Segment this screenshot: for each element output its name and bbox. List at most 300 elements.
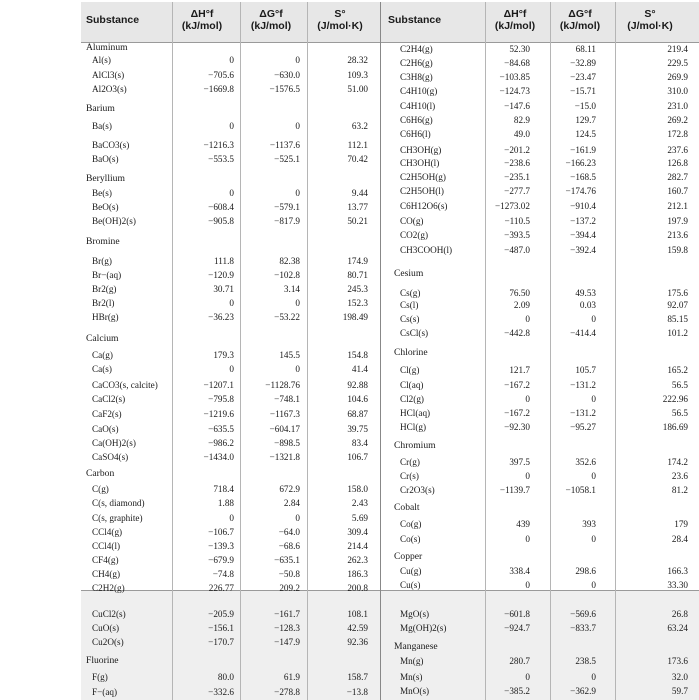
enthalpy-value: 0: [229, 188, 234, 198]
enthalpy-value: −167.2: [504, 408, 530, 418]
substance-name: Ba(s): [92, 121, 112, 131]
enthalpy-value: 397.5: [509, 457, 530, 467]
substance-name: Cu(g): [400, 566, 422, 576]
substance-name: CH3OH(l): [400, 158, 440, 168]
substance-name: F(g): [92, 672, 108, 682]
enthalpy-value: 0: [229, 364, 234, 374]
enthalpy-value: 30.71: [213, 284, 234, 294]
gibbs-value: 0: [295, 298, 300, 308]
substance-name: Co(s): [400, 534, 421, 544]
header-enthalpy-symbol: ΔH°f: [190, 8, 214, 20]
entropy-value: 92.88: [347, 380, 368, 390]
enthalpy-value: 0: [525, 580, 530, 590]
header-substance-left: [86, 0, 156, 40]
gibbs-value: 0: [295, 188, 300, 198]
enthalpy-value: 0: [229, 121, 234, 131]
enthalpy-value: −74.8: [212, 569, 234, 579]
substance-name: CO2(g): [400, 230, 429, 240]
entropy-value: 186.69: [662, 422, 688, 432]
enthalpy-value: −553.5: [208, 154, 234, 164]
gibbs-value: −32.89: [570, 58, 596, 68]
entropy-value: 92.07: [667, 300, 688, 310]
gibbs-value: 238.5: [575, 656, 596, 666]
substance-name: Cu(s): [400, 580, 421, 590]
entropy-value: 245.3: [347, 284, 368, 294]
gibbs-value: −910.4: [570, 201, 596, 211]
enthalpy-value: −170.7: [208, 637, 234, 647]
entropy-value: 269.9: [667, 72, 688, 82]
enthalpy-value: −1273.02: [494, 201, 530, 211]
entropy-value: 222.96: [662, 394, 688, 404]
enthalpy-value: 0: [229, 298, 234, 308]
gibbs-value: −161.7: [274, 609, 300, 619]
gibbs-value: −392.4: [570, 245, 596, 255]
gibbs-value: −604.17: [269, 424, 300, 434]
gibbs-value: −53.22: [274, 312, 300, 322]
entropy-value: 173.6: [667, 656, 688, 666]
gibbs-value: −748.1: [274, 394, 300, 404]
enthalpy-value: −167.2: [504, 380, 530, 390]
gibbs-value: 0: [295, 364, 300, 374]
gibbs-value: 68.11: [575, 44, 596, 54]
header-enthalpy-symbol-right: ΔH°f: [503, 8, 527, 20]
gibbs-value: 0: [591, 314, 596, 324]
substance-name: CaCl2(s): [92, 394, 126, 404]
gibbs-value: −131.2: [570, 380, 596, 390]
enthalpy-value: 121.7: [509, 365, 530, 375]
enthalpy-value: 49.0: [513, 129, 530, 139]
entropy-value: 63.2: [351, 121, 368, 131]
header-entropy-symbol-right: S°: [644, 8, 656, 20]
substance-name: CaSO4(s): [92, 452, 129, 462]
enthalpy-value: −332.6: [208, 687, 234, 697]
header-rule: [81, 42, 699, 43]
entropy-value: 2.43: [351, 498, 368, 508]
substance-name: Mn(s): [400, 672, 423, 682]
entropy-value: 237.6: [667, 145, 688, 155]
substance-name: Cr(g): [400, 457, 420, 467]
substance-name: Mg(OH)2(s): [400, 623, 447, 633]
enthalpy-value: −1669.8: [203, 84, 234, 94]
enthalpy-value: 111.8: [214, 256, 234, 266]
enthalpy-value: −679.9: [208, 555, 234, 565]
substance-name: Br2(l): [92, 298, 115, 308]
enthalpy-value: 0: [525, 394, 530, 404]
entropy-value: 160.7: [667, 186, 688, 196]
gibbs-value: 352.6: [575, 457, 596, 467]
entropy-value: 9.44: [351, 188, 368, 198]
entropy-value: 56.5: [671, 408, 688, 418]
entropy-value: 5.69: [351, 513, 368, 523]
substance-name: CCl4(g): [92, 527, 123, 537]
substance-name: CH4(g): [92, 569, 121, 579]
element-group-heading: Fluorine: [86, 655, 119, 666]
gibbs-value: −1128.76: [265, 380, 300, 390]
enthalpy-value: −106.7: [208, 527, 234, 537]
entropy-value: 197.9: [667, 216, 688, 226]
enthalpy-value: 439: [516, 519, 530, 529]
enthalpy-value: 280.7: [509, 656, 530, 666]
header-entropy-unit: (J/mol·K): [317, 20, 363, 32]
enthalpy-value: −235.1: [504, 172, 530, 182]
entropy-value: 32.0: [671, 672, 688, 682]
substance-name: Mn(g): [400, 656, 424, 666]
substance-name: CuCl2(s): [92, 609, 126, 619]
substance-name: Cu2O(s): [92, 637, 124, 647]
substance-name: Cl2(g): [400, 394, 424, 404]
entropy-value: 83.4: [351, 438, 368, 448]
gibbs-value: −95.27: [570, 422, 596, 432]
gibbs-value: −1321.8: [269, 452, 300, 462]
enthalpy-value: 76.50: [509, 288, 530, 298]
substance-name: Ca(OH)2(s): [92, 438, 136, 448]
substance-name: CH3OH(g): [400, 145, 442, 155]
substance-name: CaF2(s): [92, 409, 122, 419]
entropy-value: 109.3: [347, 70, 368, 80]
entropy-value: 59.7: [671, 686, 688, 696]
entropy-value: 28.32: [347, 55, 368, 65]
substance-name: CH3COOH(l): [400, 245, 453, 255]
substance-name: C(s, diamond): [92, 498, 145, 508]
entropy-value: 282.7: [667, 172, 688, 182]
enthalpy-value: −393.5: [504, 230, 530, 240]
entropy-value: 51.00: [347, 84, 368, 94]
enthalpy-value: −905.8: [208, 216, 234, 226]
substance-name: C6H12O6(s): [400, 201, 448, 211]
substance-name: C2H4(g): [400, 44, 433, 54]
substance-name: C(s, graphite): [92, 513, 143, 523]
gibbs-value: 672.9: [279, 484, 300, 494]
entropy-value: 33.30: [667, 580, 688, 590]
enthalpy-value: −1139.7: [499, 485, 530, 495]
gibbs-value: −817.9: [274, 216, 300, 226]
entropy-value: 214.4: [347, 541, 368, 551]
gibbs-value: −15.0: [574, 101, 596, 111]
entropy-value: 68.87: [347, 409, 368, 419]
gibbs-value: −166.23: [565, 158, 596, 168]
gibbs-value: −630.0: [274, 70, 300, 80]
enthalpy-value: 1.88: [217, 498, 234, 508]
entropy-value: 175.6: [667, 288, 688, 298]
enthalpy-value: −205.9: [208, 609, 234, 619]
gibbs-value: −174.76: [565, 186, 596, 196]
enthalpy-value: −1216.3: [203, 140, 234, 150]
header-gibbs-symbol: ΔG°f: [259, 8, 283, 20]
enthalpy-value: −201.2: [504, 145, 530, 155]
substance-name: CaCO3(s, calcite): [92, 380, 158, 390]
enthalpy-value: 2.09: [513, 300, 530, 310]
gibbs-value: 124.5: [575, 129, 596, 139]
substance-name: Cs(g): [400, 288, 421, 298]
entropy-value: 198.49: [342, 312, 368, 322]
enthalpy-value: −92.30: [504, 422, 530, 432]
gibbs-value: −128.3: [274, 623, 300, 633]
element-group-heading: Calcium: [86, 333, 119, 344]
element-group-heading: Beryllium: [86, 173, 125, 184]
entropy-value: 229.5: [667, 58, 688, 68]
gibbs-value: 49.53: [575, 288, 596, 298]
enthalpy-value: 82.9: [513, 115, 530, 125]
entropy-value: 108.1: [347, 609, 368, 619]
enthalpy-value: 179.3: [213, 350, 234, 360]
gibbs-value: −394.4: [570, 230, 596, 240]
gibbs-value: −635.1: [274, 555, 300, 565]
substance-name: C3H8(g): [400, 72, 433, 82]
element-group-heading: Manganese: [394, 641, 438, 652]
element-group-heading: Carbon: [86, 468, 115, 479]
gibbs-value: −278.8: [274, 687, 300, 697]
enthalpy-value: −924.7: [504, 623, 530, 633]
substance-name: Al2O3(s): [92, 84, 127, 94]
entropy-value: 179: [674, 519, 688, 529]
substance-name: BaCO3(s): [92, 140, 130, 150]
substance-name: C6H6(l): [400, 129, 431, 139]
enthalpy-value: −1207.1: [203, 380, 234, 390]
enthalpy-value: 0: [229, 55, 234, 65]
substance-name: BaO(s): [92, 154, 119, 164]
substance-name: Cs(l): [400, 300, 419, 310]
substance-name: C4H10(l): [400, 101, 436, 111]
entropy-value: 269.2: [667, 115, 688, 125]
substance-name: C2H2(g): [92, 583, 125, 593]
substance-name: Be(OH)2(s): [92, 216, 136, 226]
entropy-value: 166.3: [667, 566, 688, 576]
entropy-value: 26.8: [671, 609, 688, 619]
entropy-value: 231.0: [667, 101, 688, 111]
enthalpy-value: −147.6: [504, 101, 530, 111]
header-enthalpy-right: [485, 0, 545, 40]
entropy-value: 152.3: [347, 298, 368, 308]
enthalpy-value: 0: [525, 534, 530, 544]
gibbs-value: −147.9: [274, 637, 300, 647]
gibbs-value: −1167.3: [269, 409, 300, 419]
substance-name: HBr(g): [92, 312, 119, 322]
gibbs-value: −137.2: [570, 216, 596, 226]
gibbs-value: −833.7: [570, 623, 596, 633]
header-entropy-symbol: S°: [334, 8, 346, 20]
gibbs-value: −569.6: [570, 609, 596, 619]
header-gibbs-unit-right: (kJ/mol): [559, 20, 601, 32]
entropy-value: 81.2: [671, 485, 688, 495]
substance-name: MgO(s): [400, 609, 430, 619]
enthalpy-value: −608.4: [208, 202, 234, 212]
substance-name: C4H10(g): [400, 86, 438, 96]
gibbs-value: 0: [591, 471, 596, 481]
gibbs-value: 0: [295, 121, 300, 131]
header-enthalpy-unit-right: (kJ/mol): [494, 20, 536, 32]
header-gibbs-right: [550, 0, 610, 40]
substance-name: Ca(g): [92, 350, 113, 360]
entropy-value: 158.0: [347, 484, 368, 494]
substance-name: C(g): [92, 484, 109, 494]
substance-name: AlCl3(s): [92, 70, 125, 80]
enthalpy-value: −36.23: [208, 312, 234, 322]
substance-name: Cr(s): [400, 471, 419, 481]
entropy-value: 56.5: [671, 380, 688, 390]
gibbs-value: 145.5: [279, 350, 300, 360]
entropy-value: 172.8: [667, 129, 688, 139]
enthalpy-value: −84.68: [504, 58, 530, 68]
gibbs-value: 129.7: [575, 115, 596, 125]
gibbs-value: 0: [591, 580, 596, 590]
header-entropy-left: [307, 0, 373, 40]
gibbs-value: −414.4: [570, 328, 596, 338]
entropy-value: 219.4: [667, 44, 688, 54]
center-divider: [380, 2, 381, 700]
substance-name: F−(aq): [92, 687, 118, 697]
enthalpy-value: 0: [525, 471, 530, 481]
entropy-value: 104.6: [347, 394, 368, 404]
substance-name: Cr2O3(s): [400, 485, 435, 495]
gibbs-value: −1576.5: [269, 84, 300, 94]
gibbs-value: 393: [582, 519, 596, 529]
gibbs-value: −525.1: [274, 154, 300, 164]
substance-name: Br−(aq): [92, 270, 122, 280]
entropy-value: 262.3: [347, 555, 368, 565]
substance-name: Cl(g): [400, 365, 420, 375]
enthalpy-value: 0: [229, 513, 234, 523]
entropy-value: 80.71: [347, 270, 368, 280]
entropy-value: 92.36: [347, 637, 368, 647]
gibbs-value: 2.84: [283, 498, 300, 508]
substance-name: Ca(s): [92, 364, 112, 374]
header-gibbs-unit: (kJ/mol): [250, 20, 292, 32]
enthalpy-value: −986.2: [208, 438, 234, 448]
enthalpy-value: 718.4: [213, 484, 234, 494]
column-divider: [615, 2, 616, 700]
gibbs-value: −102.8: [274, 270, 300, 280]
enthalpy-value: −103.85: [499, 72, 530, 82]
enthalpy-value: −795.8: [208, 394, 234, 404]
gibbs-value: 61.9: [283, 672, 300, 682]
enthalpy-value: 338.4: [509, 566, 530, 576]
gibbs-value: 0: [295, 55, 300, 65]
header-substance-label-right: Substance: [388, 14, 442, 26]
entropy-value: 101.2: [667, 328, 688, 338]
entropy-value: 41.4: [351, 364, 368, 374]
entropy-value: 186.3: [347, 569, 368, 579]
entropy-value: 13.77: [347, 202, 368, 212]
element-group-heading: Bromine: [86, 236, 120, 247]
substance-name: Cs(s): [400, 314, 420, 324]
element-group-heading: Chromium: [394, 440, 436, 451]
element-group-heading: Cobalt: [394, 502, 420, 513]
substance-name: CuO(s): [92, 623, 120, 633]
substance-name: MnO(s): [400, 686, 430, 696]
gibbs-value: −362.9: [570, 686, 596, 696]
entropy-value: 154.8: [347, 350, 368, 360]
enthalpy-value: −156.1: [208, 623, 234, 633]
enthalpy-value: 0: [525, 672, 530, 682]
element-group-heading: Cesium: [394, 268, 424, 279]
substance-name: HCl(g): [400, 422, 427, 432]
substance-name: C2H5OH(g): [400, 172, 446, 182]
header-entropy-unit-right: (J/mol·K): [627, 20, 673, 32]
gibbs-value: −64.0: [278, 527, 300, 537]
gibbs-value: 105.7: [575, 365, 596, 375]
entropy-value: 159.8: [667, 245, 688, 255]
header-enthalpy-left: [172, 0, 232, 40]
gibbs-value: 0: [591, 534, 596, 544]
entropy-value: 165.2: [667, 365, 688, 375]
enthalpy-value: −277.7: [504, 186, 530, 196]
substance-name: HCl(aq): [400, 408, 431, 418]
gibbs-value: −68.6: [278, 541, 300, 551]
header-entropy-right: [615, 0, 685, 40]
enthalpy-value: −110.5: [504, 216, 530, 226]
substance-name: Be(s): [92, 188, 112, 198]
gibbs-value: −1137.6: [269, 140, 300, 150]
entropy-value: 310.0: [667, 86, 688, 96]
gibbs-value: −161.9: [570, 145, 596, 155]
gibbs-value: 0: [591, 394, 596, 404]
enthalpy-value: −120.9: [208, 270, 234, 280]
column-divider: [172, 2, 173, 700]
gibbs-value: −898.5: [274, 438, 300, 448]
element-group-heading: Copper: [394, 551, 423, 562]
gibbs-value: −131.2: [570, 408, 596, 418]
header-gibbs-left: [241, 0, 301, 40]
gibbs-value: −168.5: [570, 172, 596, 182]
enthalpy-value: −1219.6: [203, 409, 234, 419]
substance-name: Br2(g): [92, 284, 117, 294]
entropy-value: 212.1: [667, 201, 688, 211]
entropy-value: 213.6: [667, 230, 688, 240]
enthalpy-value: 226.77: [208, 583, 234, 593]
enthalpy-value: −385.2: [504, 686, 530, 696]
substance-name: C6H6(g): [400, 115, 433, 125]
entropy-value: 174.9: [347, 256, 368, 266]
substance-name: C2H5OH(l): [400, 186, 444, 196]
enthalpy-value: −124.73: [499, 86, 530, 96]
entropy-value: 174.2: [667, 457, 688, 467]
enthalpy-value: −635.5: [208, 424, 234, 434]
enthalpy-value: −487.0: [504, 245, 530, 255]
entropy-value: 309.4: [347, 527, 368, 537]
substance-name: CCl4(l): [92, 541, 121, 551]
substance-name: Cl(aq): [400, 380, 424, 390]
element-group-heading: Aluminum: [86, 42, 128, 53]
gibbs-value: −23.47: [570, 72, 596, 82]
entropy-value: 85.15: [667, 314, 688, 324]
element-group-heading: Chlorine: [394, 347, 428, 358]
entropy-value: 200.8: [347, 583, 368, 593]
element-group-heading: Barium: [86, 103, 115, 114]
gibbs-value: −50.8: [278, 569, 300, 579]
header-enthalpy-unit: (kJ/mol): [181, 20, 223, 32]
enthalpy-value: −442.8: [504, 328, 530, 338]
gibbs-value: −579.1: [274, 202, 300, 212]
header-substance-label: Substance: [86, 14, 140, 26]
entropy-value: 39.75: [347, 424, 368, 434]
entropy-value: 106.7: [347, 452, 368, 462]
substance-name: C2H6(g): [400, 58, 433, 68]
enthalpy-value: −139.3: [208, 541, 234, 551]
gibbs-value: 0: [591, 672, 596, 682]
enthalpy-value: 52.30: [509, 44, 530, 54]
gibbs-value: 3.14: [283, 284, 300, 294]
enthalpy-value: 0: [525, 314, 530, 324]
enthalpy-value: −238.6: [504, 158, 530, 168]
gibbs-value: 209.2: [279, 583, 300, 593]
substance-name: Al(s): [92, 55, 111, 65]
header-substance-right: [388, 0, 458, 40]
substance-name: CaO(s): [92, 424, 119, 434]
substance-name: BeO(s): [92, 202, 119, 212]
header-gibbs-symbol-right: ΔG°f: [568, 8, 592, 20]
entropy-value: 42.59: [347, 623, 368, 633]
substance-name: Br(g): [92, 256, 112, 266]
